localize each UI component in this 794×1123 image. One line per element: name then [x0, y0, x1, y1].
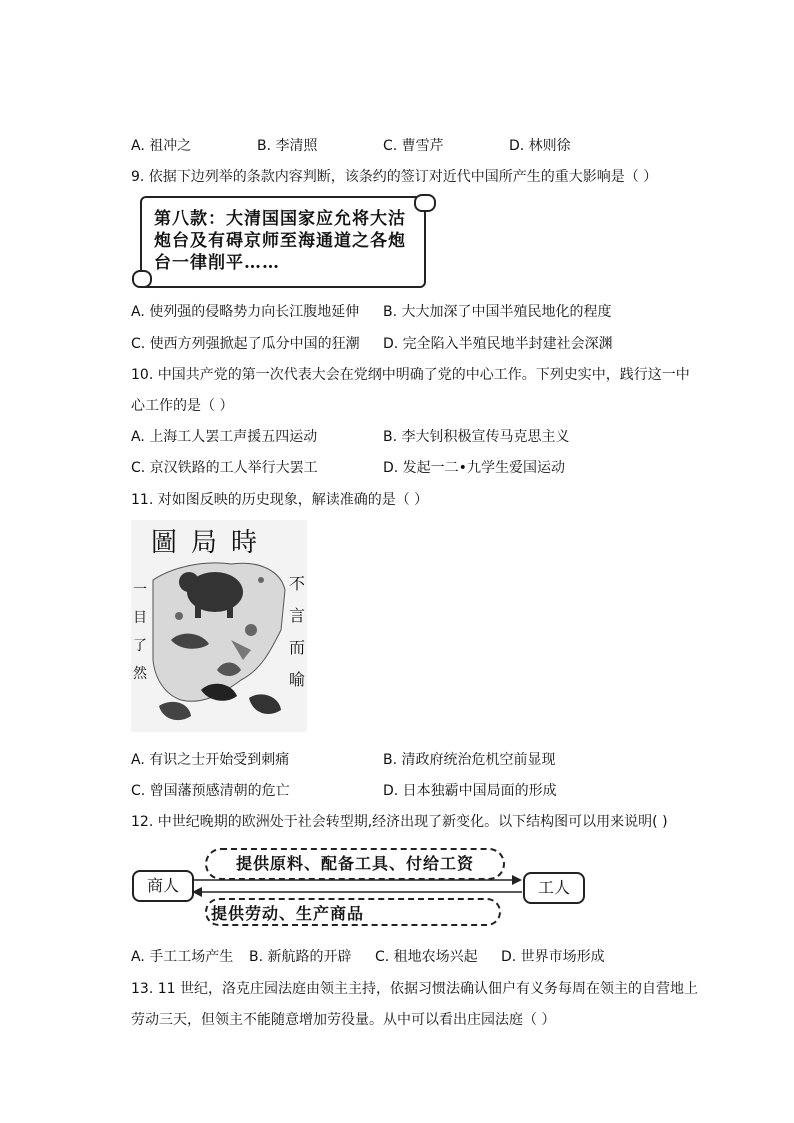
- scroll-top-curl: [414, 194, 436, 212]
- q8-option-b[interactable]: B. 李清照: [257, 138, 318, 154]
- top-flow-label: 提供原料、配备工具、付给工资: [205, 848, 505, 880]
- q11-stem: 11. 对如图反映的历史现象，解读准确的是（ ）: [131, 492, 429, 508]
- q11-cartoon-image: [131, 520, 307, 732]
- q10-option-a[interactable]: A. 上海工人罢工声援五四运动: [131, 429, 318, 445]
- cartoon-right-caption: 不言而喻: [289, 574, 306, 689]
- q12-option-b[interactable]: B. 新航路的开辟: [249, 949, 352, 965]
- q12-option-d[interactable]: D. 世界市场形成: [501, 949, 605, 965]
- q9-option-a[interactable]: A. 使列强的侵略势力向长江腹地延伸: [131, 304, 360, 320]
- worker-node: 工人: [523, 872, 585, 904]
- q10-stem-line2: 心工作的是（ ）: [131, 398, 234, 414]
- q8-option-a[interactable]: A. 祖冲之: [131, 138, 192, 154]
- q13-stem-line1: 13. 11 世纪，洛克庄园法庭由领主主持，依据习惯法确认佃户有义务每周在领主的自营地上: [131, 981, 698, 997]
- q11-option-c[interactable]: C. 曾国藩预感清朝的危亡: [131, 783, 290, 799]
- treaty-clause-text: 第八款：大清国国家应允将大沽炮台及有碍京师至海通道之各炮台一律削平……: [154, 209, 406, 273]
- q10-option-b[interactable]: B. 李大钊积极宣传马克思主义: [383, 429, 570, 445]
- bottom-flow-label: 提供劳动、生产商品: [205, 898, 501, 926]
- cartoon-left-caption: 一目了然: [133, 582, 147, 682]
- q13-stem-line2: 劳动三天，但领主不能随意增加劳役量。从中可以看出庄园法庭（ ）: [131, 1012, 556, 1028]
- q12-option-a[interactable]: A. 手工工场产生: [131, 949, 234, 965]
- q10-option-d[interactable]: D. 发起一二•九学生爱国运动: [383, 460, 565, 476]
- scroll-bottom-curl: [132, 270, 152, 288]
- q10-option-c[interactable]: C. 京汉铁路的工人举行大罢工: [131, 460, 318, 476]
- q9-option-c[interactable]: C. 使西方列强掀起了瓜分中国的狂潮: [131, 336, 360, 352]
- q11-option-d[interactable]: D. 日本独霸中国局面的形成: [383, 783, 557, 799]
- merchant-node: 商人: [132, 870, 194, 902]
- q12-stem: 12. 中世纪晚期的欧洲处于社会转型期,经济出现了新变化。以下结构图可以用来说明( ): [131, 814, 668, 830]
- q9-stem: 9. 依据下边列举的条款内容判断，该条约的签订对近代中国所产生的重大影响是（ ）: [131, 169, 658, 185]
- q8-option-c[interactable]: C. 曹雪芹: [383, 138, 444, 154]
- q10-stem-line1: 10. 中国共产党的第一次代表大会在党纲中明确了党的中心工作。下列史实中，践行这一中: [131, 367, 690, 383]
- q9-option-d[interactable]: D. 完全陷入半殖民地半封建社会深渊: [383, 336, 613, 352]
- cartoon-title: 時局圖: [151, 528, 272, 558]
- q12-option-c[interactable]: C. 租地农场兴起: [375, 949, 478, 965]
- cartoon-illustration: [131, 520, 307, 732]
- flow-arrows: [190, 874, 530, 898]
- q11-option-b[interactable]: B. 清政府统治危机空前显现: [383, 752, 556, 768]
- q8-option-d[interactable]: D. 林则徐: [509, 138, 571, 154]
- q9-option-b[interactable]: B. 大大加深了中国半殖民地化的程度: [383, 304, 612, 320]
- q11-option-a[interactable]: A. 有识之士开始受到刺痛: [131, 752, 290, 768]
